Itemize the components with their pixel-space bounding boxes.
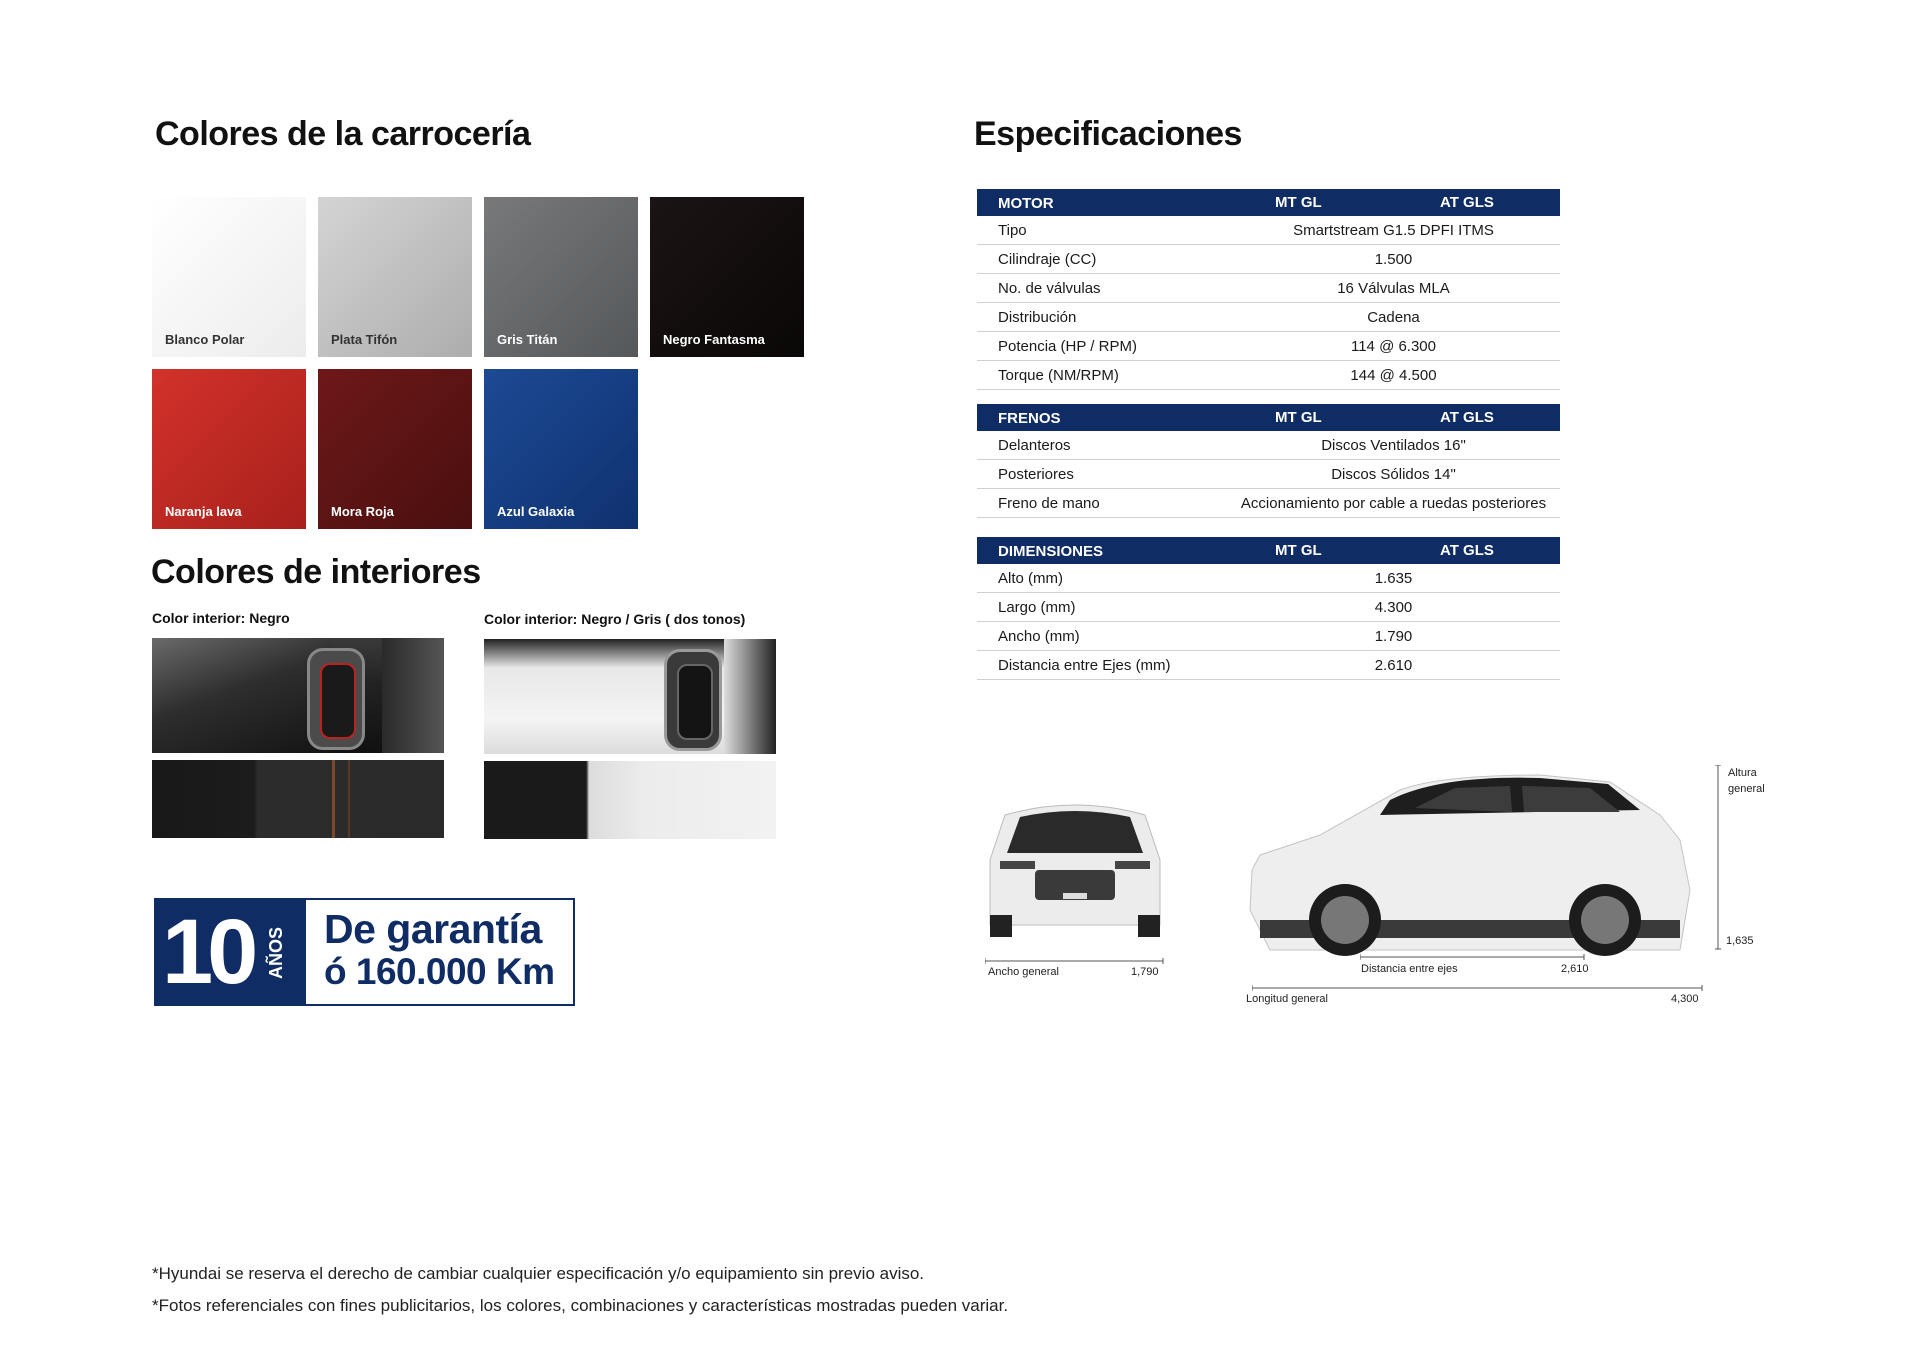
interior-dash-two-tone-image: [484, 639, 776, 754]
row-value: 144 @ 4.500: [1350, 367, 1437, 384]
specs-table-dimensiones: [977, 537, 1560, 680]
swatch-azul-galaxia: [484, 369, 638, 529]
specs-title: Especificaciones: [974, 115, 1242, 153]
row-value: 1.500: [1374, 251, 1413, 268]
table-row: [977, 651, 1560, 680]
swatch-label: Gris Titán: [497, 332, 558, 347]
row-label: Largo (mm): [998, 599, 1076, 616]
interior-colors-title: Colores de interiores: [151, 553, 481, 591]
swatch-gris-titan: [484, 197, 638, 357]
longitud-dimension-line: [1252, 985, 1704, 991]
table-header: [977, 189, 1560, 216]
row-label: Ancho (mm): [998, 628, 1080, 645]
table-row: [977, 489, 1560, 518]
interior-label-negro: Color interior: Negro: [152, 610, 290, 626]
row-value: 1.790: [1374, 628, 1413, 645]
footnote-1: *Hyundai se reserva el derecho de cambiar cualquier especificación y/o equipamiento sin previo aviso.: [152, 1264, 925, 1283]
section-title: DIMENSIONES: [998, 543, 1104, 560]
row-label: Delanteros: [998, 437, 1071, 454]
ancho-value: 1,790: [1131, 966, 1159, 978]
row-label: Distribución: [998, 309, 1077, 326]
warranty-badge: [154, 898, 575, 1006]
ancho-dimension-line: [985, 958, 1165, 964]
row-label: Distancia entre Ejes (mm): [998, 657, 1171, 674]
row-label: Tipo: [998, 222, 1027, 239]
col-mt-gl: MT GL: [1275, 194, 1322, 211]
ejes-label: Distancia entre ejes: [1361, 963, 1458, 975]
table-row: [977, 274, 1560, 303]
row-value: Cadena: [1367, 309, 1420, 326]
longitud-label: Longitud general: [1246, 993, 1328, 1005]
table-row: [977, 593, 1560, 622]
row-label: Potencia (HP / RPM): [998, 338, 1137, 355]
row-value: Smartstream G1.5 DPFI ITMS: [1293, 222, 1494, 239]
table-row: [977, 460, 1560, 489]
row-value: Accionamiento por cable a ruedas posteriores: [1240, 495, 1547, 512]
longitud-value: 4,300: [1671, 993, 1699, 1005]
section-title: MOTOR: [998, 195, 1054, 212]
row-value: 1.635: [1374, 570, 1413, 587]
swatch-naranja-lava: [152, 369, 306, 529]
row-label: Freno de mano: [998, 495, 1100, 512]
table-row: [977, 303, 1560, 332]
warranty-line-2: ó 160.000 Km: [324, 951, 555, 992]
swatch-label: Negro Fantasma: [663, 332, 765, 347]
car-side-view-image: [1240, 760, 1700, 960]
interior-dash-black-image: [152, 638, 444, 753]
col-at-gls: AT GLS: [1440, 409, 1494, 426]
swatch-label: Azul Galaxia: [497, 504, 575, 519]
altura-value: 1,635: [1726, 935, 1754, 947]
swatch-label: Plata Tifón: [331, 332, 398, 347]
swatch-label: Blanco Polar: [165, 332, 245, 347]
table-row: [977, 564, 1560, 593]
row-value: 2.610: [1374, 657, 1413, 674]
row-value: Discos Sólidos 14": [1331, 466, 1456, 483]
table-row: [977, 245, 1560, 274]
warranty-years-word: AÑOS: [266, 927, 286, 980]
row-label: Torque (NM/RPM): [998, 367, 1119, 384]
section-title: FRENOS: [998, 410, 1061, 427]
col-at-gls: AT GLS: [1440, 542, 1494, 559]
warranty-number-block: [156, 900, 306, 1004]
swatch-plata-tifon: [318, 197, 472, 357]
table-row: [977, 332, 1560, 361]
swatch-blanco-polar: [152, 197, 306, 357]
altura-label-1: Altura: [1728, 767, 1757, 779]
table-row: [977, 622, 1560, 651]
car-front-view-image: [975, 775, 1175, 955]
ejes-dimension-line: [1360, 954, 1585, 960]
interior-label-two-tone: Color interior: Negro / Gris ( dos tonos): [484, 611, 746, 627]
swatch-negro-fantasma: [650, 197, 804, 357]
specs-table-motor: [977, 189, 1560, 390]
row-value: 114 @ 6.300: [1350, 338, 1436, 355]
interior-fabric-two-tone-image: [484, 761, 776, 839]
interior-fabric-black-image: [152, 760, 444, 838]
warranty-years-number: 10: [162, 901, 253, 1003]
altura-dimension-line: [1715, 765, 1721, 950]
table-header: [977, 537, 1560, 564]
exterior-colors-title: Colores de la carrocería: [155, 115, 531, 153]
table-row: [977, 431, 1560, 460]
swatch-mora-roja: [318, 369, 472, 529]
col-mt-gl: MT GL: [1275, 409, 1322, 426]
table-header: [977, 404, 1560, 431]
table-row: [977, 361, 1560, 390]
swatch-label: Naranja lava: [165, 504, 242, 519]
row-value: 16 Válvulas MLA: [1337, 280, 1450, 297]
row-label: No. de válvulas: [998, 280, 1101, 297]
footnote-2: *Fotos referenciales con fines publicitarios, los colores, combinaciones y características mostradas pueden variar.: [152, 1296, 1009, 1315]
table-row: [977, 216, 1560, 245]
ancho-label: Ancho general: [988, 966, 1059, 978]
swatch-label: Mora Roja: [331, 504, 394, 519]
row-label: Alto (mm): [998, 570, 1063, 587]
row-label: Posteriores: [998, 466, 1074, 483]
col-mt-gl: MT GL: [1275, 542, 1322, 559]
specs-table-frenos: [977, 404, 1560, 518]
row-value: 4.300: [1374, 599, 1413, 616]
col-at-gls: AT GLS: [1440, 194, 1494, 211]
ejes-value: 2,610: [1561, 963, 1589, 975]
row-value: Discos Ventilados 16": [1321, 437, 1466, 454]
row-label: Cilindraje (CC): [998, 251, 1097, 268]
altura-label-2: general: [1728, 783, 1765, 795]
warranty-line-1: De garantía: [324, 906, 542, 952]
